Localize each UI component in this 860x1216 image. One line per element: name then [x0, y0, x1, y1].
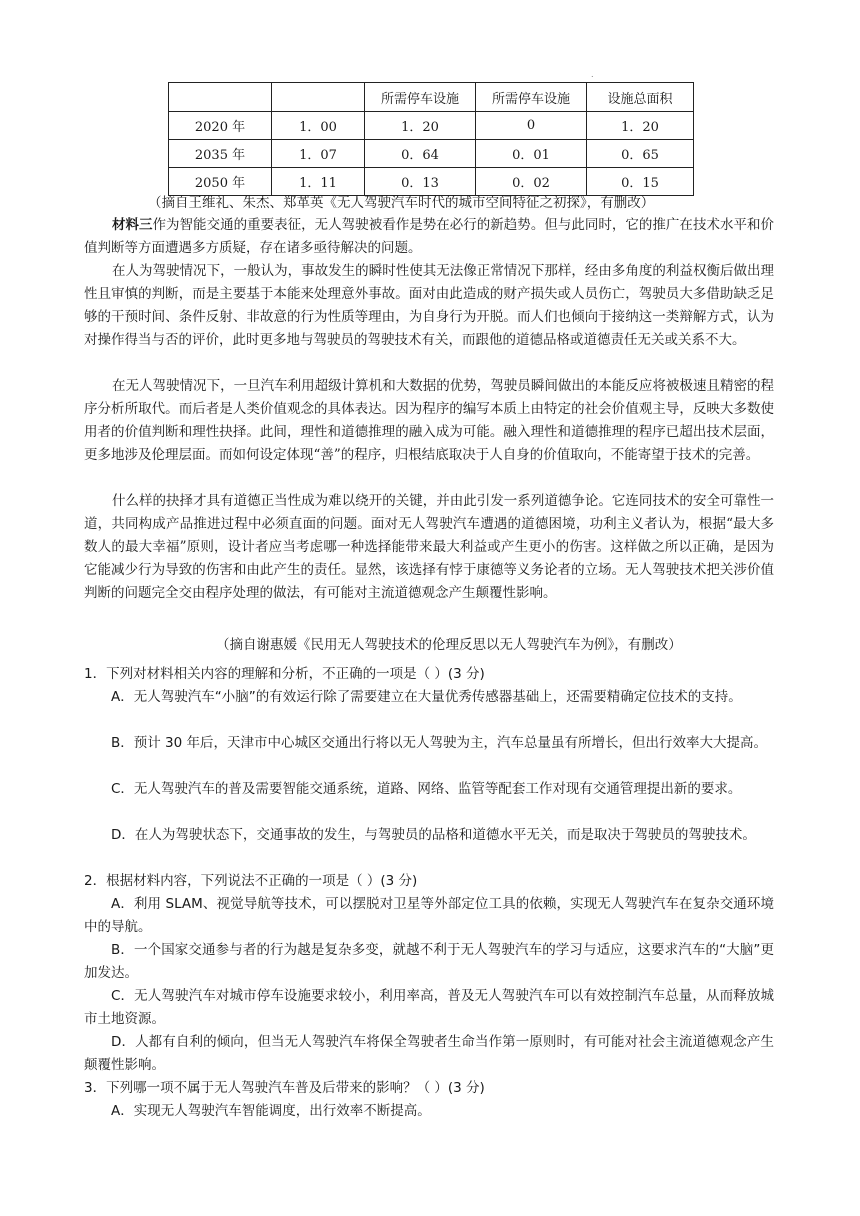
table-cell: 2020 年	[169, 112, 272, 140]
table-cell: 0	[476, 112, 587, 140]
table-cell: 所需停车设施	[365, 83, 476, 112]
table-cell: 0．15	[587, 168, 694, 196]
table-cell: 0．01	[476, 140, 587, 168]
table-cell	[169, 83, 272, 112]
table-cell: 0．13	[365, 168, 476, 196]
table-row	[169, 140, 694, 168]
material3-paragraph-3: 在无人驾驶情况下，一旦汽车利用超级计算机和大数据的优势，驾驶员瞬间做出的本能反应将被极速且精密的程序分析所取代。而后者是人类价值观念的具体表达。因为程序的编写本质上由特定的社会价值观主导，反映大多数使用者的价值判断和理性抉择。此间，理性和道德推理的融入成为可能。融入理性和道德推理的程序已超出技术层面，更多地涉及伦理层面。而如何设定体现“善”的程序，归根结底取决于人自身的价值取向，不能寄望于技术的完善。	[84, 378, 774, 463]
source-citation-1: （摘自王维礼、朱杰、郑革英《无人驾驶汽车时代的城市空间特征之初探》，有删改）	[148, 195, 655, 211]
question-1-option-a: A．无人驾驶汽车“小脑”的有效运行除了需要建立在大量优秀传感器基础上，还需要精确定位技术的支持。	[111, 689, 742, 705]
table-header-row	[169, 83, 694, 112]
table-cell: 0．65	[587, 140, 694, 168]
table-cell: 1．20	[365, 112, 476, 140]
table-cell: 设施总面积	[587, 83, 694, 112]
question-2-option-d: D．人都有自利的倾向，但当无人驾驶汽车将保全驾驶者生命当作第一原则时，有可能对社会主流道德观念产生颠覆性影响。	[84, 1034, 774, 1073]
page-dot: .	[591, 70, 594, 79]
material3-paragraph-4: 什么样的抉择才具有道德正当性成为难以绕开的关键，并由此引发一系列道德争论。它连同技术的安全可靠性一道，共同构成产品推进过程中必须直面的问题。面对无人驾驶汽车遭遇的道德困境，功利主义者认为，根据“最大多数人的最大幸福”原则，设计者应当考虑哪一种选择能带来最大利益或产生更小的伤害。这样做之所以正确，是因为它能减少行为导致的伤害和由此产生的责任。显然，该选择有悖于康德等义务论者的立场。无人驾驶技术把关涉价值判断的问题完全交由程序处理的做法，有可能对主流道德观念产生颠覆性影响。	[84, 493, 774, 601]
source-citation-2: （摘自谢惠媛《民用无人驾驶技术的伦理反思以无人驾驶汽车为例》，有删改）	[216, 637, 682, 653]
question-2-option-c: C．无人驾驶汽车对城市停车设施要求较小，利用率高，普及无人驾驶汽车可以有效控制汽车总量，从而释放城市土地资源。	[84, 988, 774, 1027]
question-3-option-a: A．实现无人驾驶汽车智能调度，出行效率不断提高。	[111, 1103, 431, 1119]
question-1-option-c: C．无人驾驶汽车的普及需要智能交通系统，道路、网络、监管等配套工作对现有交通管理提出新的要求。	[111, 781, 742, 797]
table-cell: 1．11	[272, 168, 365, 196]
table-cell: 2035 年	[169, 140, 272, 168]
table-cell: 所需停车设施	[476, 83, 587, 112]
question-2: 2．根据材料内容，下列说法不正确的一项是（ ）(3 分)	[84, 873, 418, 889]
table-row	[169, 112, 694, 140]
table-cell: 2050 年	[169, 168, 272, 196]
material3-text: 作为智能交通的重要表征，无人驾驶被看作是势在必行的新趋势。但与此同时，它的推广在技术水平和价值判断等方面遭遇多方质疑，存在诸多亟待解决的问题。	[84, 217, 774, 256]
question-1: 1．下列对材料相关内容的理解和分析，不正确的一项是（ ）(3 分)	[84, 666, 485, 682]
parking-data-table	[168, 82, 694, 196]
table-cell: 0．02	[476, 168, 587, 196]
table-cell: 1．00	[272, 112, 365, 140]
material3-label: 材料三	[112, 217, 153, 233]
question-2-option-b: B．一个国家交通参与者的行为越是复杂多变，就越不利于无人驾驶汽车的学习与适应，这要求汽车的“大脑”更加发达。	[84, 942, 774, 981]
question-1-option-d: D．在人为驾驶状态下，交通事故的发生，与驾驶员的品格和道德水平无关，而是取决于驾驶员的驾驶技术。	[111, 827, 756, 843]
question-1-option-b: B．预计 30 年后，天津市中心城区交通出行将以无人驾驶为主，汽车总量虽有所增长，但出行效率大大提高。	[111, 735, 768, 751]
material3-paragraph-2: 在人为驾驶情况下，一般认为，事故发生的瞬时性使其无法像正常情况下那样，经由多角度的利益权衡后做出理性且审慎的判断，而是主要基于本能来处理意外事故。面对由此造成的财产损失或人员伤亡，驾驶员大多借助缺乏足够的干预时间、条件反射、非故意的行为性质等理由，为自身行为开脱。而人们也倾向于接纳这一类辩解方式，认为对操作得当与否的评价，此时更多地与驾驶员的驾驶技术有关，而跟他的道德品格或道德责任无关或关系不大。	[84, 263, 774, 348]
material3-paragraph-1	[84, 214, 774, 260]
table-cell: 1．07	[272, 140, 365, 168]
table-cell: 0．64	[365, 140, 476, 168]
table-cell	[272, 83, 365, 112]
question-3: 3．下列哪一项不属于无人驾驶汽车普及后带来的影响？（ ）(3 分)	[84, 1080, 485, 1096]
table-cell: 1．20	[587, 112, 694, 140]
question-2-option-a: A．利用 SLAM、视觉导航等技术，可以摆脱对卫星等外部定位工具的依赖，实现无人驾驶汽车在复杂交通环境中的导航。	[84, 896, 774, 935]
